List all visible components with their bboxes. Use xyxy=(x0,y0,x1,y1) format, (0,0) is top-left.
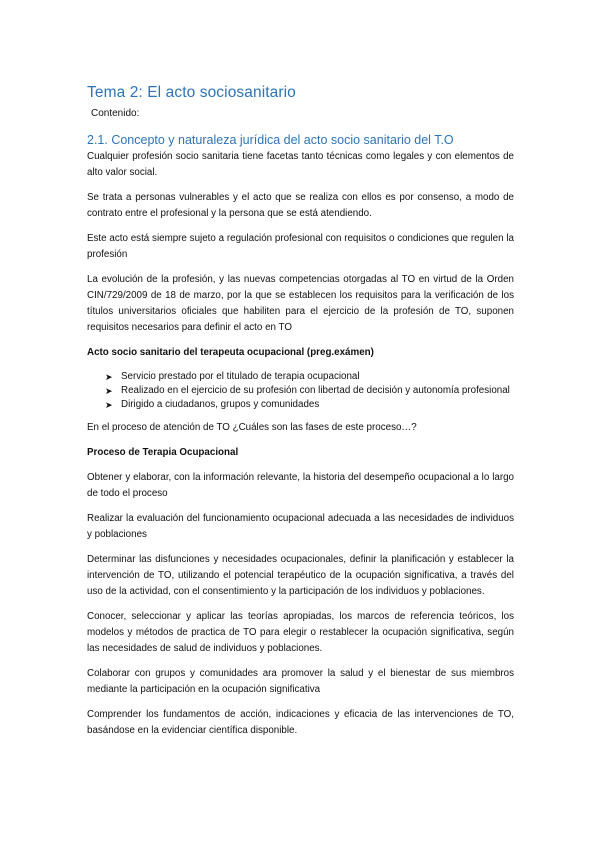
bullet-list xyxy=(87,370,514,412)
paragraph: Colaborar con grupos y comunidades ara promover la salud y el bienestar de sus miembros mediante la participación en la ocupación significativa xyxy=(87,668,514,695)
arrow-right-icon: ➤ xyxy=(105,386,113,396)
paragraph: Cualquier profesión socio sanitaria tiene facetas tanto técnicas como legales y con elementos de alto valor social. xyxy=(87,151,514,178)
paragraph: Comprender los fundamentos de acción, indicaciones y eficacia de las intervenciones de TO, basándose en la evidenciar científica disponible. xyxy=(87,709,514,736)
proceso-heading: Proceso de Terapia Ocupacional xyxy=(87,447,239,458)
arrow-right-icon: ➤ xyxy=(105,400,113,410)
list-item-text: Dirigido a ciudadanos, grupos y comunidades xyxy=(121,399,320,410)
arrow-right-icon: ➤ xyxy=(105,372,113,382)
list-item-text: Servicio prestado por el titulado de terapia ocupacional xyxy=(121,371,360,382)
list-item-text: Realizado en el ejercicio de su profesión con libertad de decisión y autonomía profesional xyxy=(121,385,510,396)
paragraph: Realizar la evaluación del funcionamiento ocupacional adecuada a las necesidades de individuos y poblaciones xyxy=(87,513,514,540)
paragraph: Obtener y elaborar, con la información relevante, la historia del desempeño ocupacional a lo largo de todo el proceso xyxy=(87,472,514,499)
paragraph: Este acto está siempre sujeto a regulación profesional con requisitos o condiciones que regulen la profesión xyxy=(87,233,514,260)
list-item xyxy=(105,384,514,398)
question-paragraph: En el proceso de atención de TO ¿Cuáles son las fases de este proceso…? xyxy=(87,422,417,433)
document-title: Tema 2: El acto sociosanitario xyxy=(87,84,296,101)
section-heading: 2.1. Concepto y naturaleza jurídica del acto socio sanitario del T.O xyxy=(87,133,454,147)
contents-label: Contenido: xyxy=(91,108,140,119)
acto-heading: Acto socio sanitario del terapeuta ocupacional (preg.exámen) xyxy=(87,347,374,358)
paragraph: La evolución de la profesión, y las nuevas competencias otorgadas al TO en virtud de la Orden CIN/729/2009 de 18 de marzo, por la que se establecen los requisitos para la verificación de los títulos universitarios oficiales que habiliten para el ejercicio de la profesión de TO, suponen requisitos necesarios para definir el acto en TO xyxy=(87,274,514,333)
paragraph: Determinar las disfunciones y necesidades ocupacionales, definir la planificación y establecer la intervención de TO, utilizando el potencial terapéutico de la ocupación significativa, a través del uso de la actividad, con el consentimiento y la participación de los individuos y poblaciones. xyxy=(87,554,514,597)
paragraph: Conocer, seleccionar y aplicar las teorías apropiadas, los marcos de referencia teóricos, los modelos y métodos de practica de TO para elegir o restablecer la ocupación significativa, según las necesidades de salud de individuos y poblaciones. xyxy=(87,611,514,654)
paragraph: Se trata a personas vulnerables y el acto que se realiza con ellos es por consenso, a modo de contrato entre el profesional y la persona que se está atendiendo. xyxy=(87,192,514,219)
list-item xyxy=(105,398,514,412)
list-item xyxy=(105,370,514,384)
